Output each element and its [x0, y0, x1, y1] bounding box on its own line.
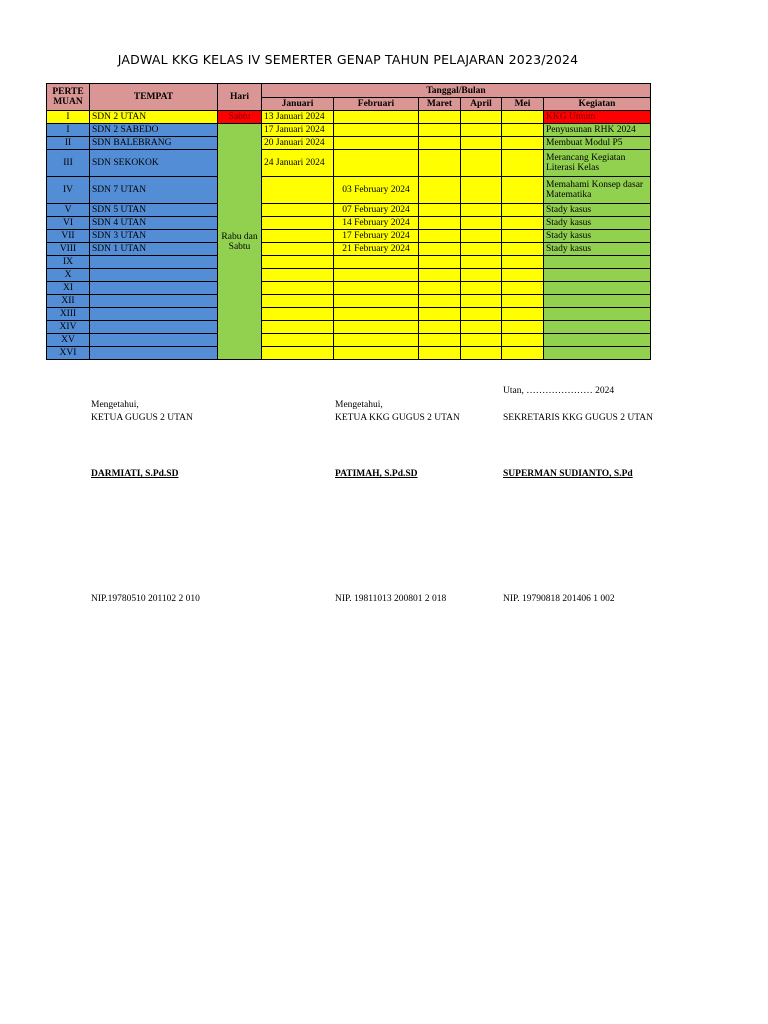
- signature-middle-nip: NIP. 19811013 200801 2 018: [335, 594, 447, 604]
- mei-cell: [502, 269, 544, 282]
- schedule-body: [47, 111, 651, 360]
- signature-left-name: DARMIATI, S.Pd.SD: [91, 469, 179, 479]
- mei-cell: [502, 137, 544, 150]
- februari-cell: 14 February 2024: [334, 217, 419, 230]
- tempat-cell: SDN 2 SABEDO: [90, 124, 218, 137]
- table-row: [47, 282, 651, 295]
- kegiatan-cell: KKG Umum: [544, 111, 651, 124]
- maret-cell: [419, 347, 461, 360]
- april-cell: [461, 137, 502, 150]
- april-cell: [461, 256, 502, 269]
- april-cell: [461, 150, 502, 177]
- hari-cell: Sabtu: [218, 111, 262, 124]
- tempat-cell: SDN SEKOKOK: [90, 150, 218, 177]
- januari-cell: [262, 269, 334, 282]
- kegiatan-cell: [544, 308, 651, 321]
- mei-cell: [502, 111, 544, 124]
- april-cell: [461, 308, 502, 321]
- pertemuan-cell: VII: [47, 230, 90, 243]
- februari-cell: 03 February 2024: [334, 177, 419, 204]
- februari-cell: [334, 269, 419, 282]
- signature-middle: [335, 399, 460, 425]
- table-row: [47, 177, 651, 204]
- table-row: [47, 295, 651, 308]
- tempat-cell: SDN 4 UTAN: [90, 217, 218, 230]
- maret-cell: [419, 321, 461, 334]
- maret-cell: [419, 150, 461, 177]
- april-cell: [461, 124, 502, 137]
- april-cell: [461, 243, 502, 256]
- maret-cell: [419, 217, 461, 230]
- kegiatan-cell: Membuat Modul P5: [544, 137, 651, 150]
- header-april: April: [461, 98, 502, 111]
- april-cell: [461, 321, 502, 334]
- januari-cell: 20 Januari 2024: [262, 137, 334, 150]
- februari-cell: [334, 308, 419, 321]
- kegiatan-cell: [544, 269, 651, 282]
- tempat-cell: [90, 308, 218, 321]
- april-cell: [461, 230, 502, 243]
- signature-right-name: SUPERMAN SUDIANTO, S.Pd: [503, 469, 633, 479]
- pertemuan-cell: XII: [47, 295, 90, 308]
- table-row: [47, 137, 651, 150]
- kegiatan-cell: [544, 347, 651, 360]
- februari-cell: 07 February 2024: [334, 204, 419, 217]
- januari-cell: [262, 230, 334, 243]
- januari-cell: [262, 347, 334, 360]
- signature-middle-name: PATIMAH, S.Pd.SD: [335, 469, 418, 479]
- januari-cell: [262, 334, 334, 347]
- pertemuan-cell: IX: [47, 256, 90, 269]
- kegiatan-cell: Stady kasus: [544, 217, 651, 230]
- april-cell: [461, 204, 502, 217]
- table-row: [47, 308, 651, 321]
- januari-cell: [262, 295, 334, 308]
- pertemuan-cell: II: [47, 137, 90, 150]
- header-mei: Mei: [502, 98, 544, 111]
- header-kegiatan: Kegiatan: [544, 98, 651, 111]
- table-row: [47, 230, 651, 243]
- mei-cell: [502, 347, 544, 360]
- mei-cell: [502, 308, 544, 321]
- pertemuan-cell: I: [47, 124, 90, 137]
- table-row: [47, 321, 651, 334]
- mei-cell: [502, 282, 544, 295]
- april-cell: [461, 269, 502, 282]
- kegiatan-cell: Merancang Kegiatan Literasi Kelas: [544, 150, 651, 177]
- januari-cell: [262, 321, 334, 334]
- februari-cell: [334, 150, 419, 177]
- kegiatan-cell: Stady kasus: [544, 243, 651, 256]
- mei-cell: [502, 177, 544, 204]
- maret-cell: [419, 243, 461, 256]
- header-pertemuan: PERTE MUAN: [47, 84, 90, 111]
- mei-cell: [502, 217, 544, 230]
- kegiatan-cell: Memahami Konsep dasar Matematika: [544, 177, 651, 204]
- tempat-cell: [90, 269, 218, 282]
- maret-cell: [419, 308, 461, 321]
- maret-cell: [419, 111, 461, 124]
- pertemuan-cell: XVI: [47, 347, 90, 360]
- mei-cell: [502, 334, 544, 347]
- februari-cell: [334, 124, 419, 137]
- februari-cell: [334, 347, 419, 360]
- tempat-cell: [90, 295, 218, 308]
- mei-cell: [502, 243, 544, 256]
- februari-cell: [334, 256, 419, 269]
- februari-cell: 17 February 2024: [334, 230, 419, 243]
- januari-cell: [262, 308, 334, 321]
- tempat-cell: SDN 3 UTAN: [90, 230, 218, 243]
- mei-cell: [502, 124, 544, 137]
- kegiatan-cell: Stady kasus: [544, 230, 651, 243]
- signature-middle-role: KETUA KKG GUGUS 2 UTAN: [335, 413, 460, 423]
- januari-cell: [262, 256, 334, 269]
- februari-cell: [334, 321, 419, 334]
- header-januari: Januari: [262, 98, 334, 111]
- maret-cell: [419, 204, 461, 217]
- maret-cell: [419, 256, 461, 269]
- tempat-cell: [90, 256, 218, 269]
- table-row: [47, 269, 651, 282]
- place-date: Utan, ………………… 2024: [503, 386, 615, 396]
- signature-right-role: SEKRETARIS KKG GUGUS 2 UTAN: [503, 413, 653, 423]
- maret-cell: [419, 282, 461, 295]
- januari-cell: 24 Januari 2024: [262, 150, 334, 177]
- table-row: [47, 111, 651, 124]
- header-februari: Februari: [334, 98, 419, 111]
- pertemuan-cell: VIII: [47, 243, 90, 256]
- pertemuan-cell: III: [47, 150, 90, 177]
- table-row: [47, 256, 651, 269]
- pertemuan-cell: V: [47, 204, 90, 217]
- tempat-cell: SDN 2 UTAN: [90, 111, 218, 124]
- maret-cell: [419, 124, 461, 137]
- januari-cell: [262, 282, 334, 295]
- hari-cell: Rabu dan Sabtu: [218, 124, 262, 360]
- tempat-cell: [90, 321, 218, 334]
- maret-cell: [419, 269, 461, 282]
- februari-cell: [334, 137, 419, 150]
- mei-cell: [502, 204, 544, 217]
- kegiatan-cell: Stady kasus: [544, 204, 651, 217]
- januari-cell: [262, 217, 334, 230]
- mei-cell: [502, 256, 544, 269]
- header-tempat: TEMPAT: [90, 84, 218, 111]
- signature-left-nip: NIP.19780510 201102 2 010: [91, 594, 200, 604]
- maret-cell: [419, 334, 461, 347]
- april-cell: [461, 177, 502, 204]
- table-row: [47, 150, 651, 177]
- pertemuan-cell: XI: [47, 282, 90, 295]
- table-row: [47, 217, 651, 230]
- tempat-cell: SDN 5 UTAN: [90, 204, 218, 217]
- tempat-cell: SDN BALEBRANG: [90, 137, 218, 150]
- januari-cell: 17 Januari 2024: [262, 124, 334, 137]
- januari-cell: [262, 177, 334, 204]
- maret-cell: [419, 177, 461, 204]
- document-title: JADWAL KKG KELAS IV SEMERTER GENAP TAHUN PELAJARAN 2023/2024: [117, 52, 579, 67]
- header-maret: Maret: [419, 98, 461, 111]
- table-row: [47, 124, 651, 137]
- februari-cell: [334, 334, 419, 347]
- kegiatan-cell: Penyusunan RHK 2024: [544, 124, 651, 137]
- tempat-cell: [90, 347, 218, 360]
- april-cell: [461, 111, 502, 124]
- table-row: [47, 204, 651, 217]
- kegiatan-cell: [544, 295, 651, 308]
- januari-cell: 13 Januari 2024: [262, 111, 334, 124]
- februari-cell: [334, 282, 419, 295]
- signature-left-role: KETUA GUGUS 2 UTAN: [91, 413, 193, 423]
- pertemuan-cell: VI: [47, 217, 90, 230]
- tempat-cell: SDN 7 UTAN: [90, 177, 218, 204]
- april-cell: [461, 334, 502, 347]
- kegiatan-cell: [544, 334, 651, 347]
- februari-cell: [334, 111, 419, 124]
- signature-right-nip: NIP. 19790818 201406 1 002: [503, 594, 615, 604]
- januari-cell: [262, 204, 334, 217]
- februari-cell: 21 February 2024: [334, 243, 419, 256]
- tempat-cell: [90, 334, 218, 347]
- mei-cell: [502, 321, 544, 334]
- header-tanggal-bulan: Tanggal/Bulan: [262, 84, 651, 98]
- maret-cell: [419, 230, 461, 243]
- schedule-table: [46, 83, 651, 360]
- mei-cell: [502, 295, 544, 308]
- header-hari: Hari: [218, 84, 262, 111]
- tempat-cell: SDN 1 UTAN: [90, 243, 218, 256]
- pertemuan-cell: XV: [47, 334, 90, 347]
- signature-left: [91, 399, 193, 425]
- april-cell: [461, 347, 502, 360]
- table-row: [47, 243, 651, 256]
- kegiatan-cell: [544, 282, 651, 295]
- pertemuan-cell: X: [47, 269, 90, 282]
- pertemuan-cell: XIII: [47, 308, 90, 321]
- februari-cell: [334, 295, 419, 308]
- maret-cell: [419, 137, 461, 150]
- pertemuan-cell: I: [47, 111, 90, 124]
- maret-cell: [419, 295, 461, 308]
- pertemuan-cell: XIV: [47, 321, 90, 334]
- signature-left-line1: Mengetahui,: [91, 400, 139, 410]
- table-row: [47, 334, 651, 347]
- mei-cell: [502, 230, 544, 243]
- tempat-cell: [90, 282, 218, 295]
- april-cell: [461, 217, 502, 230]
- signature-middle-line1: Mengetahui,: [335, 400, 383, 410]
- pertemuan-cell: IV: [47, 177, 90, 204]
- table-row: [47, 347, 651, 360]
- april-cell: [461, 295, 502, 308]
- kegiatan-cell: [544, 256, 651, 269]
- januari-cell: [262, 243, 334, 256]
- mei-cell: [502, 150, 544, 177]
- kegiatan-cell: [544, 321, 651, 334]
- april-cell: [461, 282, 502, 295]
